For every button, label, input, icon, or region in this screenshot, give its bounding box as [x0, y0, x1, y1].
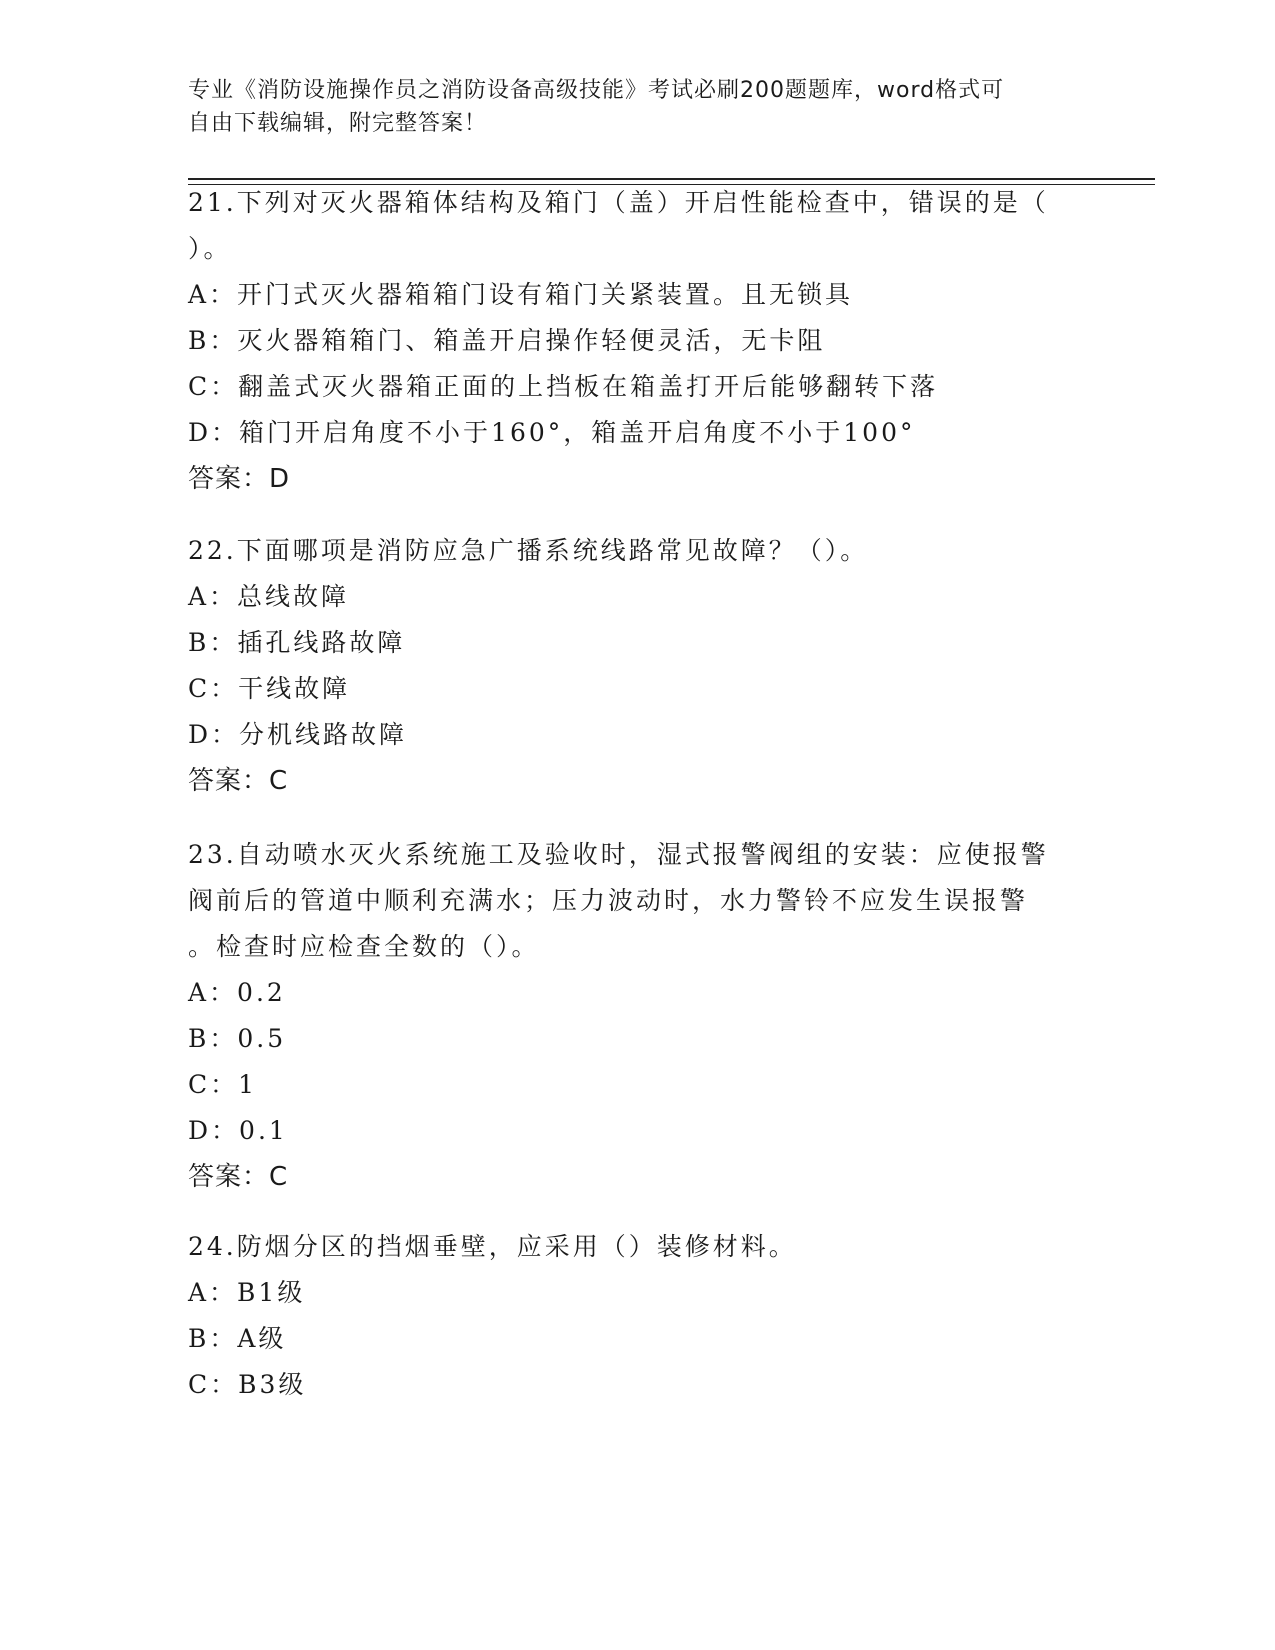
option-b: B：0.5: [188, 1024, 287, 1053]
option-c: C：翻盖式灭火器箱正面的上挡板在箱盖打开后能够翻转下落: [188, 372, 939, 401]
question-23: [188, 832, 1088, 1200]
question-stem: 22.下面哪项是消防应急广播系统线路常见故障？（）。: [188, 536, 869, 565]
question-21: [188, 180, 1088, 502]
option-b: B：A级: [188, 1324, 287, 1353]
option-c: C：B3级: [188, 1370, 307, 1399]
document-header: [188, 74, 1088, 140]
header-line-1: 专业《消防设施操作员之消防设备高级技能》考试必刷200题题库，word格式可: [188, 78, 1005, 103]
option-c: C：干线故障: [188, 674, 351, 703]
option-d: D：0.1: [188, 1116, 288, 1145]
answer-label: 答案：C: [188, 766, 289, 796]
question-stem-continued: ）。: [188, 234, 232, 263]
option-c: C：1: [188, 1070, 258, 1099]
option-a: A：开门式灭火器箱箱门设有箱门关紧装置。且无锁具: [188, 280, 854, 309]
question-stem-continued: 阀前后的管道中顺利充满水；压力波动时，水力警铃不应发生误报警: [188, 886, 1029, 915]
question-stem: 24.防烟分区的挡烟垂壁，应采用（）装修材料。: [188, 1232, 797, 1261]
option-d: D：箱门开启角度不小于160°，箱盖开启角度不小于100°: [188, 418, 916, 447]
question-stem: 21.下列对灭火器箱体结构及箱门（盖）开启性能检查中，错误的是（: [188, 188, 1049, 217]
question-stem-continued: 。检查时应检查全数的（）。: [188, 932, 540, 961]
option-a: A：总线故障: [188, 582, 350, 611]
answer-label: 答案：D: [188, 464, 291, 494]
answer-label: 答案：C: [188, 1162, 289, 1192]
option-d: D：分机线路故障: [188, 720, 408, 749]
option-a: A：0.2: [188, 978, 286, 1007]
option-a: A：B1级: [188, 1278, 306, 1307]
question-24: [188, 1224, 1088, 1408]
question-stem: 23.自动喷水灭火系统施工及验收时，湿式报警阀组的安装：应使报警: [188, 840, 1049, 869]
header-line-2: 自由下载编辑，附完整答案！: [188, 111, 488, 136]
question-22: [188, 528, 1088, 804]
option-b: B：灭火器箱箱门、箱盖开启操作轻便灵活，无卡阻: [188, 326, 826, 355]
option-b: B：插孔线路故障: [188, 628, 406, 657]
